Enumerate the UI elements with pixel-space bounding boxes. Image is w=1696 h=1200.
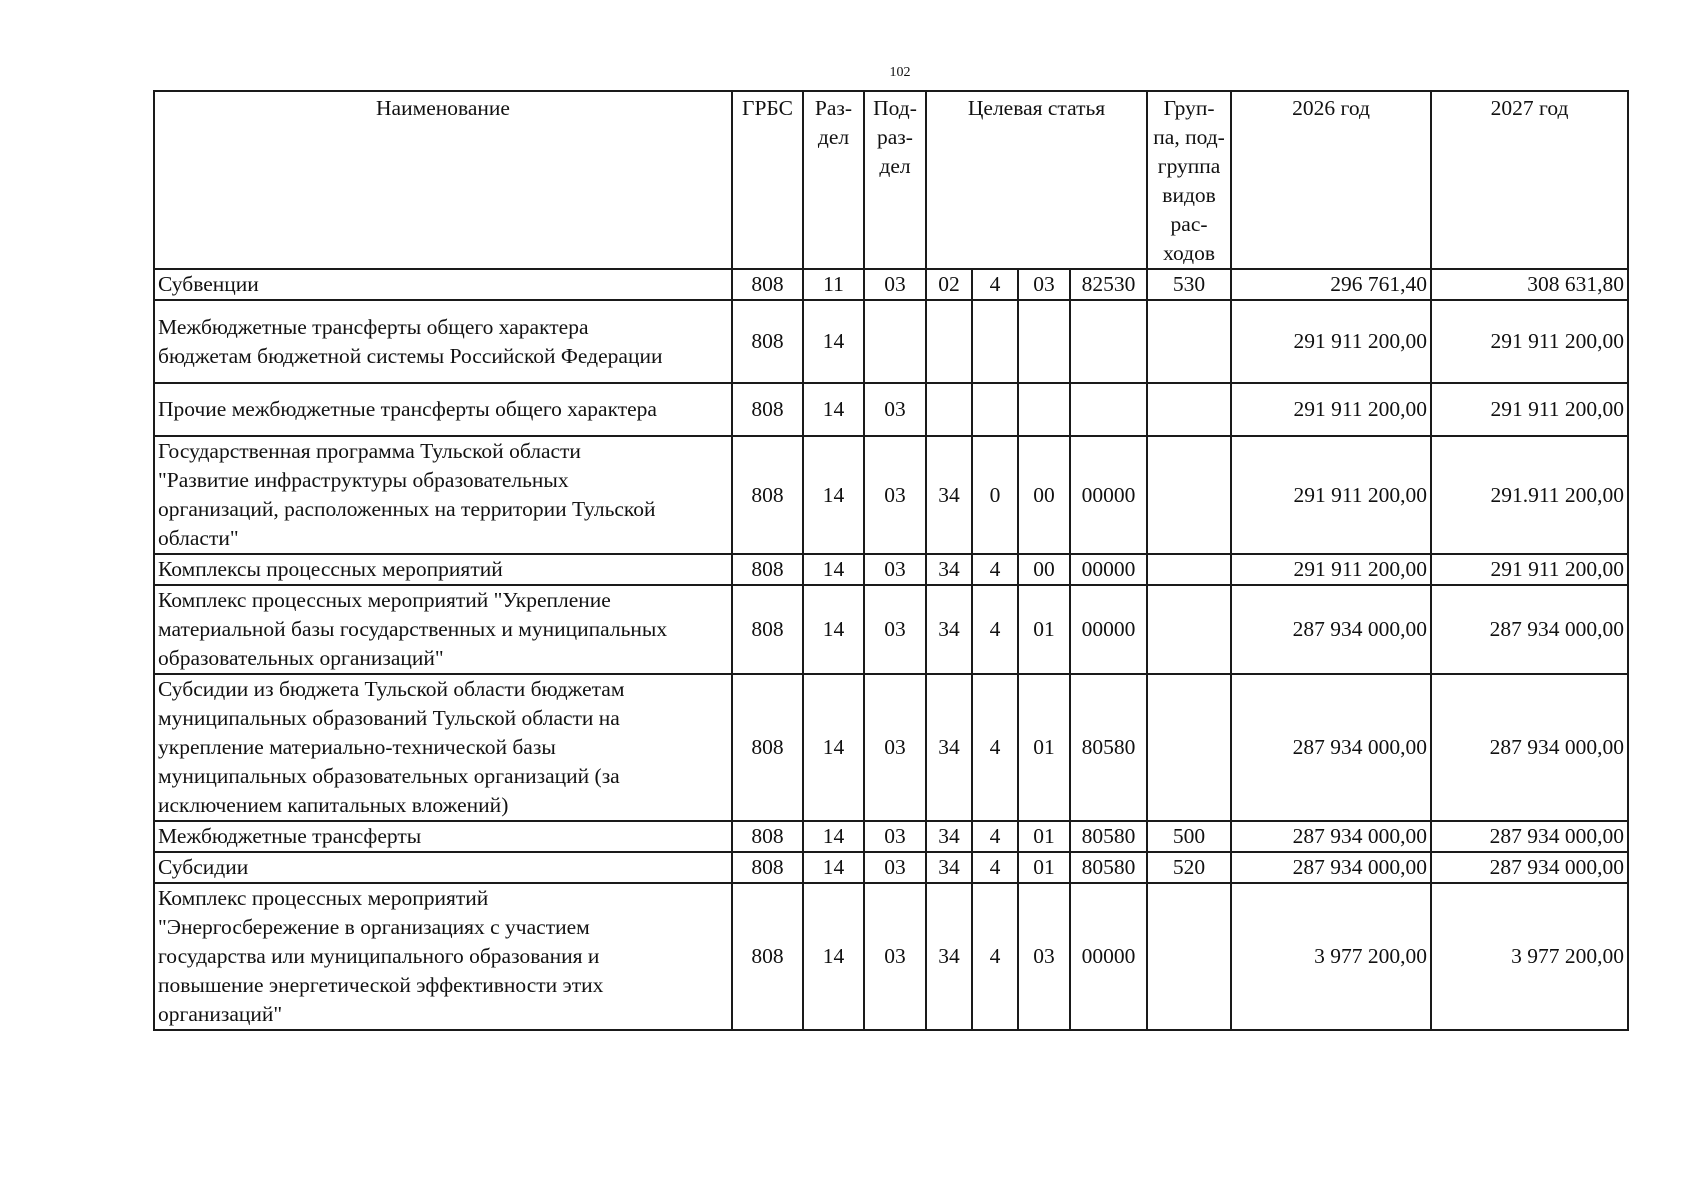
target-article-type-cell: 4 [972,674,1018,821]
razdel-cell: 14 [803,554,864,585]
target-article-type-cell: 4 [972,554,1018,585]
razdel-cell: 14 [803,883,864,1030]
podrazdel-cell: 03 [864,883,926,1030]
row-name-cell [154,585,732,674]
target-article-direction-cell: 00000 [1070,554,1147,585]
target-article-program-cell: 34 [926,436,972,554]
target-article-direction-cell: 82530 [1070,269,1147,300]
row-name-cell [154,554,732,585]
budget-table [153,90,1629,1031]
target-article-program-cell: 02 [926,269,972,300]
podrazdel-cell: 03 [864,554,926,585]
target-article-program-cell: 34 [926,852,972,883]
row-name-line: Комплексы процессных мероприятий [158,557,503,581]
grbs-cell: 808 [732,383,803,436]
header-podrazdel-line: Под- [873,96,917,120]
target-article-direction-cell [1070,300,1147,383]
razdel-cell: 11 [803,269,864,300]
expense-group-cell [1147,883,1231,1030]
razdel-cell: 14 [803,436,864,554]
amount-2027-cell: 287 934 000,00 [1431,674,1628,821]
amount-2027-cell: 3 977 200,00 [1431,883,1628,1030]
amount-2026-cell: 287 934 000,00 [1231,852,1431,883]
table-row [154,585,1628,674]
header-podrazdel-line: дел [879,154,911,178]
row-name-cell [154,674,732,821]
table-row [154,436,1628,554]
target-article-type-cell [972,383,1018,436]
amount-2027-cell: 291 911 200,00 [1431,383,1628,436]
amount-2026-cell: 291 911 200,00 [1231,554,1431,585]
target-article-subprogram-cell: 01 [1018,852,1070,883]
header-razdel-line: дел [817,125,850,149]
row-name-line: "Развитие инфраструктуры образовательных [158,468,569,492]
row-name-line: муниципальных образований Тульской области на [158,706,620,730]
header-podrazdel [864,91,926,269]
header-expense-group-line: рас- [1170,212,1208,236]
table-row [154,852,1628,883]
target-article-direction-cell: 00000 [1070,883,1147,1030]
target-article-direction-cell: 00000 [1070,436,1147,554]
grbs-cell: 808 [732,821,803,852]
expense-group-cell: 530 [1147,269,1231,300]
grbs-cell: 808 [732,269,803,300]
table-row [154,821,1628,852]
row-name-cell [154,821,732,852]
amount-2027-cell: 291 911 200,00 [1431,554,1628,585]
target-article-program-cell: 34 [926,585,972,674]
amount-2026-cell: 287 934 000,00 [1231,585,1431,674]
header-expense-group [1147,91,1231,269]
header-expense-group-line: видов [1162,183,1216,207]
table-header-row [154,91,1628,269]
podrazdel-cell: 03 [864,585,926,674]
target-article-direction-cell: 80580 [1070,674,1147,821]
row-name-line: организаций" [158,1002,283,1026]
target-article-program-cell: 34 [926,554,972,585]
expense-group-cell: 500 [1147,821,1231,852]
header-grbs: ГРБС [732,91,803,269]
target-article-program-cell: 34 [926,674,972,821]
row-name-cell [154,300,732,383]
amount-2026-cell: 291 911 200,00 [1231,383,1431,436]
target-article-direction-cell: 80580 [1070,852,1147,883]
row-name-cell [154,436,732,554]
target-article-subprogram-cell: 03 [1018,883,1070,1030]
target-article-subprogram-cell: 03 [1018,269,1070,300]
target-article-subprogram-cell: 00 [1018,436,1070,554]
expense-group-cell [1147,585,1231,674]
target-article-direction-cell [1070,383,1147,436]
table-row [154,269,1628,300]
grbs-cell: 808 [732,300,803,383]
row-name-line: Субсидии [158,855,249,879]
target-article-subprogram-cell [1018,300,1070,383]
row-name-line: Субвенции [158,272,259,296]
grbs-cell: 808 [732,554,803,585]
razdel-cell: 14 [803,585,864,674]
row-name-line: организаций, расположенных на территории Тульской [158,497,656,521]
target-article-program-cell [926,300,972,383]
target-article-subprogram-cell: 01 [1018,821,1070,852]
podrazdel-cell: 03 [864,821,926,852]
grbs-cell: 808 [732,585,803,674]
header-razdel-line: Раз- [814,96,853,120]
target-article-type-cell: 4 [972,585,1018,674]
razdel-cell: 14 [803,821,864,852]
amount-2027-cell: 287 934 000,00 [1431,585,1628,674]
razdel-cell: 14 [803,383,864,436]
podrazdel-cell: 03 [864,674,926,821]
header-expense-group-line: Груп- [1163,96,1215,120]
target-article-subprogram-cell: 01 [1018,674,1070,821]
expense-group-cell [1147,674,1231,821]
target-article-subprogram-cell: 01 [1018,585,1070,674]
target-article-type-cell: 4 [972,821,1018,852]
row-name-line: Межбюджетные трансферты [158,824,422,848]
target-article-direction-cell: 80580 [1070,821,1147,852]
table-row [154,674,1628,821]
podrazdel-cell: 03 [864,383,926,436]
target-article-type-cell: 0 [972,436,1018,554]
header-razdel [803,91,864,269]
podrazdel-cell: 03 [864,852,926,883]
razdel-cell: 14 [803,852,864,883]
header-year-2026: 2026 год [1231,91,1431,269]
target-article-type-cell: 4 [972,269,1018,300]
row-name-line: бюджетам бюджетной системы Российской Федерации [158,343,663,368]
table-row [154,883,1628,1030]
row-name-line: "Энергосбережение в организациях с участием [158,915,590,939]
row-name-line: области" [158,526,239,550]
amount-2027-cell: 291 911 200,00 [1431,300,1628,383]
row-name-line: исключением капитальных вложений) [158,793,509,817]
target-article-subprogram-cell: 00 [1018,554,1070,585]
target-article-type-cell: 4 [972,852,1018,883]
row-name-line: образовательных организаций" [158,646,444,670]
expense-group-cell: 520 [1147,852,1231,883]
page-number: 102 [889,65,911,80]
amount-2027-cell: 308 631,80 [1431,269,1628,300]
expense-group-cell [1147,300,1231,383]
row-name-line: Комплекс процессных мероприятий "Укрепление [158,588,611,612]
target-article-program-cell: 34 [926,821,972,852]
header-expense-group-line: ходов [1163,241,1215,265]
podrazdel-cell: 03 [864,436,926,554]
amount-2027-cell: 287 934 000,00 [1431,821,1628,852]
expense-group-cell [1147,436,1231,554]
row-name-line: Прочие межбюджетные трансферты общего характера [158,397,657,421]
grbs-cell: 808 [732,436,803,554]
target-article-subprogram-cell [1018,383,1070,436]
target-article-program-cell [926,383,972,436]
row-name-line: Комплекс процессных мероприятий [158,886,489,910]
podrazdel-cell [864,300,926,383]
amount-2026-cell: 287 934 000,00 [1231,674,1431,821]
expense-group-cell [1147,383,1231,436]
grbs-cell: 808 [732,883,803,1030]
target-article-program-cell: 34 [926,883,972,1030]
table-row [154,383,1628,436]
grbs-cell: 808 [732,674,803,821]
row-name-line: Субсидии из бюджета Тульской области бюджетам [158,677,625,701]
row-name-cell [154,269,732,300]
header-target-article: Целевая статья [926,91,1147,269]
amount-2026-cell: 3 977 200,00 [1231,883,1431,1030]
row-name-cell [154,852,732,883]
header-podrazdel-line: раз- [877,125,913,149]
razdel-cell: 14 [803,300,864,383]
razdel-cell: 14 [803,674,864,821]
header-year-2027: 2027 год [1431,91,1628,269]
amount-2026-cell: 287 934 000,00 [1231,821,1431,852]
target-article-direction-cell: 00000 [1070,585,1147,674]
amount-2026-cell: 291 911 200,00 [1231,300,1431,383]
header-expense-group-line: группа [1157,154,1221,178]
podrazdel-cell: 03 [864,269,926,300]
target-article-type-cell [972,300,1018,383]
amount-2027-cell: 287 934 000,00 [1431,852,1628,883]
row-name-line: укрепление материально-технической базы [158,735,556,759]
row-name-line: государства или муниципального образования и [158,944,600,968]
amount-2026-cell: 291 911 200,00 [1231,436,1431,554]
grbs-cell: 808 [732,852,803,883]
header-expense-group-line: па, под- [1153,125,1225,149]
table-row [154,554,1628,585]
amount-2027-cell: 291.911 200,00 [1431,436,1628,554]
table-row [154,300,1628,383]
row-name-line: Государственная программа Тульской области [158,439,581,463]
target-article-type-cell: 4 [972,883,1018,1030]
expense-group-cell [1147,554,1231,585]
row-name-cell [154,883,732,1030]
amount-2026-cell: 296 761,40 [1231,269,1431,300]
row-name-cell [154,383,732,436]
header-name: Наименование [154,91,732,269]
row-name-line: повышение энергетической эффективности этих [158,973,604,997]
row-name-line: материальной базы государственных и муниципальных [158,617,668,641]
row-name-line: Межбюджетные трансферты общего характера [158,314,589,339]
row-name-line: муниципальных образовательных организаций (за [158,764,620,788]
